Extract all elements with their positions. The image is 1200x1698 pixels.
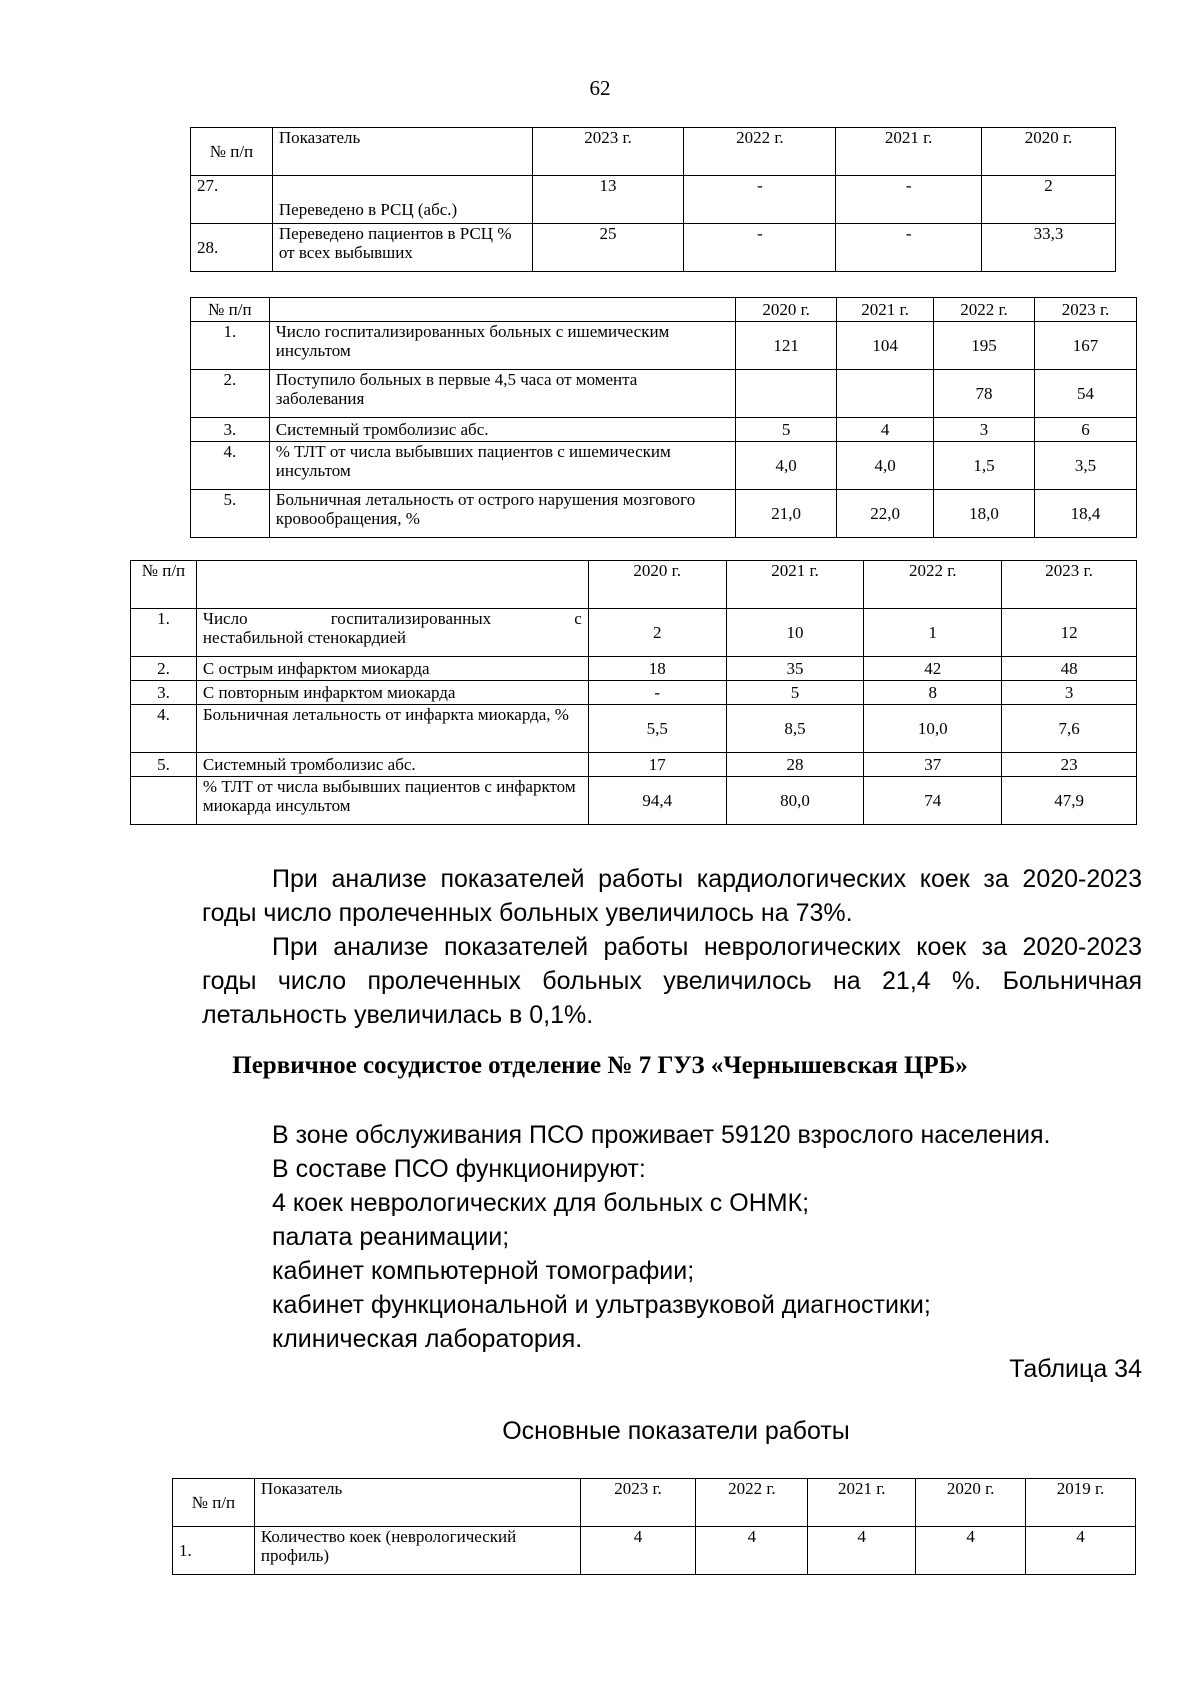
table-cell: 94,4 [588,777,726,825]
header-cell: 2021 г. [836,128,982,176]
table-cell: 33,3 [982,224,1116,272]
header-cell: 2019 г. [1026,1479,1136,1527]
table-cell: - [836,176,982,224]
header-cell: 2022 г. [684,128,836,176]
header-cell: 2020 г. [916,1479,1026,1527]
table-cell: 4 [1026,1527,1136,1575]
table-row [131,705,1137,753]
table-cell: 4. [191,442,270,490]
table-cell: 54 [1035,370,1137,418]
table-cell: 3 [934,418,1035,442]
table-cell: 23 [1002,753,1137,777]
table-cell: - [684,176,836,224]
table-cell: 1. [131,609,197,657]
table-cell: 1 [864,609,1002,657]
table-cell: 18,0 [934,490,1035,538]
table-cell: - [588,681,726,705]
table-cell [736,370,837,418]
list-item: кабинет компьютерной томографии; [272,1257,695,1285]
table-cell: 37 [864,753,1002,777]
table-cell: 13 [532,176,684,224]
header-cell: 2021 г. [808,1479,916,1527]
table-row [131,753,1137,777]
header-cell: 2023 г. [580,1479,696,1527]
table-row [191,490,1137,538]
list-item: клиническая лаборатория. [272,1325,583,1353]
table-cell: 47,9 [1002,777,1137,825]
table-row [191,370,1137,418]
header-cell: Показатель [272,128,532,176]
table-cell: 4 [696,1527,808,1575]
table-cell: 6 [1035,418,1137,442]
table-cell: 27. [191,176,273,224]
table-cell: 4 [580,1527,696,1575]
table-row [191,224,1116,272]
header-cell: Показатель [254,1479,580,1527]
table-cell: 28 [726,753,864,777]
table-cell [131,777,197,825]
indicators-table [172,1478,1136,1575]
list-item: В составе ПСО функционируют: [272,1155,646,1183]
page-number: 62 [589,76,611,100]
header-cell: № п/п [191,128,273,176]
stroke-table [190,297,1137,538]
table-cell: 195 [934,322,1035,370]
table-cell: 18 [588,657,726,681]
header-cell: 2022 г. [696,1479,808,1527]
table-row [191,322,1137,370]
table-cell: 1. [191,322,270,370]
table-cell: 8,5 [726,705,864,753]
table-cell: % ТЛТ от числа выбывших пациентов с инфарктом миокарда инсультом [196,777,588,825]
table-cell: 2. [191,370,270,418]
table-cell: 74 [864,777,1002,825]
table-cell: С острым инфарктом миокарда [196,657,588,681]
table-cell: 25 [532,224,684,272]
table-cell: - [684,224,836,272]
table-row [131,657,1137,681]
list-item: палата реанимации; [272,1223,510,1251]
analysis-paragraph-cardio: При анализе показателей работы кардиологических коек за 2020-2023 годы число пролеченных больных увеличилось на 73%. [202,865,1142,927]
table-cell: 4,0 [736,442,837,490]
table-cell: 48 [1002,657,1137,681]
header-cell: 2022 г. [864,561,1002,609]
table-cell: 3,5 [1035,442,1137,490]
table-cell: 8 [864,681,1002,705]
table-cell: Число госпитализированных больных с ишемическим инсультом [269,322,735,370]
table-cell: Больничная летальность от инфаркта миокарда, % [196,705,588,753]
table-cell: 5 [726,681,864,705]
table-cell: Поступило больных в первые 4,5 часа от момента заболевания [269,370,735,418]
table-cell: 4 [837,418,934,442]
cardiac-table [130,560,1137,825]
table-cell: Системный тромболизис абс. [196,753,588,777]
table-cell: 5 [736,418,837,442]
table-cell: 42 [864,657,1002,681]
header-cell: 2022 г. [934,298,1035,322]
table-cell [837,370,934,418]
table-cell: 1. [173,1527,255,1575]
header-cell: 2021 г. [837,298,934,322]
table-cell: 12 [1002,609,1137,657]
list-item: В зоне обслуживания ПСО проживает 59120 взрослого населения. [272,1121,1051,1149]
table-cell: Число госпитализированных с нестабильной стенокардией [196,609,588,657]
table-cell: 5. [191,490,270,538]
table-row [173,1527,1136,1575]
table-cell: 10,0 [864,705,1002,753]
table-cell: % ТЛТ от числа выбывших пациентов с ишемическим инсультом [269,442,735,490]
table-cell: 10 [726,609,864,657]
table-row [131,777,1137,825]
header-cell: 2023 г. [1002,561,1137,609]
table-cell: 4 [808,1527,916,1575]
table-row [131,609,1137,657]
table-cell: 2 [588,609,726,657]
analysis-paragraph-neuro: При анализе показателей работы неврологических коек за 2020-2023 годы число пролеченных больных увеличилось на 21,4 %. Больничная летальность увеличилась в 0,1%. [202,933,1142,1029]
table-cell: - [836,224,982,272]
table-cell: 4,0 [837,442,934,490]
header-cell: № п/п [191,298,270,322]
table-cell: 3. [191,418,270,442]
table-cell: С повторным инфарктом миокарда [196,681,588,705]
table-row [191,176,1116,224]
table-cell: 5. [131,753,197,777]
table-cell: 1,5 [934,442,1035,490]
header-cell: 2020 г. [736,298,837,322]
table-cell: 4 [916,1527,1026,1575]
table-cell: 21,0 [736,490,837,538]
service-list [272,1118,1050,1356]
header-cell: 2023 г. [532,128,684,176]
table-row [131,681,1137,705]
table-cell: 7,6 [1002,705,1137,753]
header-cell: 2020 г. [982,128,1116,176]
table-cell: 18,4 [1035,490,1137,538]
table-cell: 121 [736,322,837,370]
table-caption: Основные показатели работы [502,1417,850,1445]
table-cell: 35 [726,657,864,681]
table-cell: 2. [131,657,197,681]
list-item: 4 коек неврологических для больных с ОНМК; [272,1189,810,1217]
header-cell: 2020 г. [588,561,726,609]
header-cell: 2023 г. [1035,298,1137,322]
table-label: Таблица 34 [1009,1355,1142,1383]
list-item: кабинет функциональной и ультразвуковой диагностики; [272,1291,931,1319]
table-cell: 104 [837,322,934,370]
table-row [191,442,1137,490]
table-cell: 17 [588,753,726,777]
table-cell: 5,5 [588,705,726,753]
section-heading: Первичное сосудистое отделение № 7 ГУЗ «Чернышевская ЦРБ» [232,1052,968,1079]
header-cell [196,561,588,609]
table-cell: Переведено в РСЦ (абс.) [272,176,532,224]
table-cell: 22,0 [837,490,934,538]
table-cell: Больничная летальность от острого нарушения мозгового кровообращения, % [269,490,735,538]
table-cell: 80,0 [726,777,864,825]
header-cell: № п/п [131,561,197,609]
table-cell: 4. [131,705,197,753]
header-cell: № п/п [173,1479,255,1527]
table-cell: 2 [982,176,1116,224]
table-cell: Количество коек (неврологический профиль) [254,1527,580,1575]
table-cell: Переведено пациентов в РСЦ % от всех выбывших [272,224,532,272]
header-cell [269,298,735,322]
header-cell: 2021 г. [726,561,864,609]
table-row [191,418,1137,442]
table-cell: Системный тромболизис абс. [269,418,735,442]
table-cell: 78 [934,370,1035,418]
table-cell: 167 [1035,322,1137,370]
transfer-table [190,127,1116,272]
table-cell: 3. [131,681,197,705]
table-cell: 3 [1002,681,1137,705]
table-cell: 28. [191,224,273,272]
